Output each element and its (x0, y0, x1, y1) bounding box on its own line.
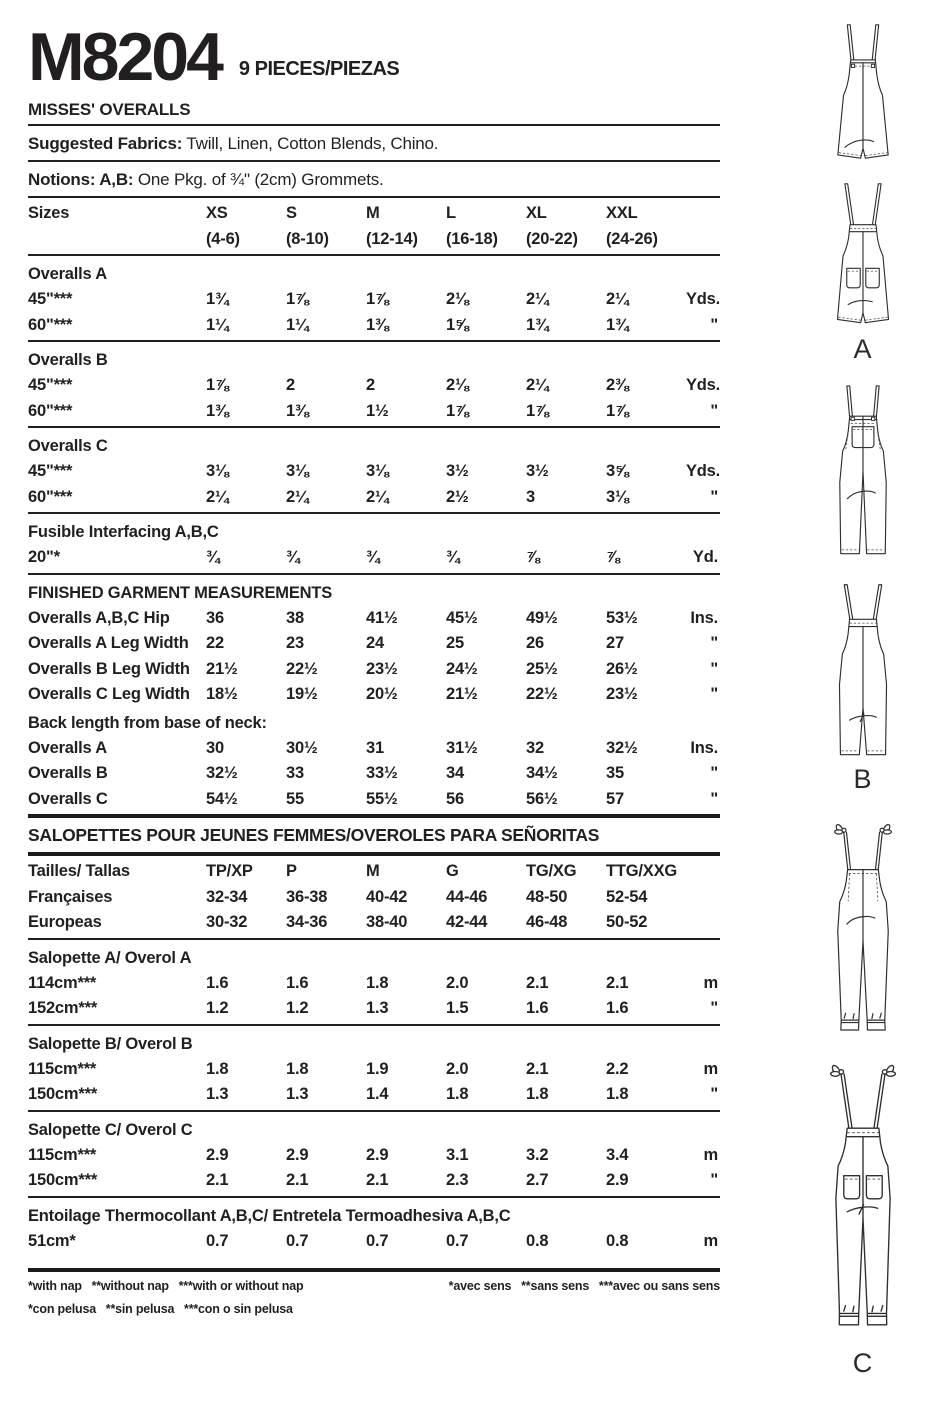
table-cell: 2 (366, 376, 375, 394)
unit-cell: " (710, 634, 718, 652)
unit-cell: m (703, 1145, 718, 1164)
overalls-b-front-drawing (815, 384, 910, 566)
footnote-french: *avec sens **sans sens ***avec ou sans sens (448, 1279, 720, 1293)
table-cell: 2.7 (526, 1171, 549, 1189)
table-cell: 1.6 (606, 999, 629, 1017)
table-cell: 2.9 (286, 1145, 309, 1164)
unit-cell: " (710, 487, 718, 506)
table-cell: 32½ (606, 738, 638, 757)
table-cell: 27 (606, 634, 624, 652)
table-cell: 1.4 (366, 1085, 389, 1103)
section-title: Overalls C (28, 437, 108, 455)
table-row (28, 736, 720, 762)
unit-cell (686, 227, 720, 253)
table-cell: 3⅛ (606, 487, 629, 506)
table-cell: 1.3 (286, 1085, 309, 1103)
section-title: Overalls B (28, 351, 108, 369)
table-cell: XXL (606, 204, 638, 222)
table-cell: 2.3 (446, 1171, 469, 1189)
table-cell: 2.1 (206, 1171, 229, 1189)
table-cell: 57 (606, 789, 624, 808)
table-cell: 1.3 (366, 999, 389, 1017)
unit-cell: Yds. (686, 376, 721, 394)
table-cell: 35 (606, 764, 624, 782)
table-cell: 22½ (286, 659, 318, 678)
unit-cell: " (710, 659, 718, 678)
table-cell: 25 (446, 634, 464, 652)
divider (28, 512, 720, 514)
table-cell: 23½ (366, 659, 398, 678)
table-cell: 22 (206, 634, 224, 652)
overalls-b-back-illustration (815, 582, 911, 768)
table-cell: 23½ (606, 685, 638, 703)
divider (28, 938, 720, 940)
row-label: 150cm*** (28, 1085, 98, 1103)
overalls-c-front-drawing (813, 818, 912, 1044)
table-cell: 31½ (446, 738, 478, 757)
table-cell: ¾ (446, 548, 460, 566)
row-label: Sizes (28, 204, 70, 222)
yardage-table (28, 201, 720, 1272)
unit-cell: Ins. (690, 738, 718, 757)
table-cell: 3.1 (446, 1145, 469, 1164)
table-row (28, 313, 720, 339)
overalls-a-front-drawing (815, 22, 910, 172)
table-cell: 1¼ (206, 315, 229, 334)
pattern-number: M8204 (28, 18, 221, 95)
table-cell: TP/XP (206, 862, 253, 880)
overalls-c-back-drawing (806, 1058, 919, 1343)
table-cell: TTG/XXG (606, 862, 678, 880)
overalls-a-back-illustration (816, 182, 909, 338)
row-label: Overalls C Leg Width (28, 685, 190, 703)
table-cell: 2¼ (286, 487, 309, 506)
row-label: Overalls A Leg Width (28, 634, 189, 652)
table-cell: 1.6 (206, 973, 229, 992)
unit-cell: " (710, 401, 718, 420)
row-label: Overalls B (28, 764, 108, 782)
table-cell: 2½ (446, 487, 469, 506)
table-cell: 33 (286, 764, 304, 782)
table-row (28, 787, 720, 813)
table-cell: 0.7 (286, 1231, 309, 1250)
table-cell: 38 (286, 608, 304, 627)
table-cell: 55½ (366, 789, 398, 808)
section-title: Entoilage Thermocollant A,B,C/ Entretela Termoadhesiva A,B,C (28, 1206, 511, 1225)
table-cell: 2.1 (526, 973, 549, 992)
table-cell: 32½ (206, 764, 238, 782)
unit-cell: Yds. (686, 290, 721, 308)
row-label: 115cm*** (28, 1145, 97, 1164)
table-cell: 1⅞ (446, 401, 469, 420)
table-row (28, 1057, 720, 1083)
table-cell: 24 (366, 634, 384, 652)
table-cell: 33½ (366, 764, 398, 782)
table-cell: 1⅜ (366, 315, 389, 334)
row-label: 45"*** (28, 290, 73, 308)
table-cell: 31 (366, 738, 384, 757)
unit-cell: " (710, 1085, 718, 1103)
table-cell: (16-18) (446, 229, 498, 248)
table-cell: 1.2 (206, 999, 229, 1017)
table-cell: 56½ (526, 789, 558, 808)
table-cell: 21½ (206, 659, 238, 678)
table-cell: 19½ (286, 685, 318, 703)
table-cell: (12-14) (366, 229, 418, 248)
row-label: 60"*** (28, 401, 73, 420)
divider (28, 160, 720, 162)
table-row (28, 485, 720, 511)
table-cell: 1⅞ (606, 401, 629, 420)
table-cell: 2¼ (366, 487, 389, 506)
table-cell: 44-46 (446, 887, 488, 906)
table-cell: L (446, 204, 456, 222)
unit-cell: Yds. (686, 462, 721, 480)
table-cell: 2.0 (446, 973, 469, 992)
overalls-b-front-illustration (815, 384, 910, 566)
unit-cell: Ins. (690, 608, 718, 627)
table-cell: 2¼ (206, 487, 229, 506)
row-label: Overalls B Leg Width (28, 659, 190, 678)
table-cell: 3 (526, 487, 535, 506)
table-cell: 1¾ (526, 315, 549, 334)
unit-cell: " (710, 1171, 718, 1189)
row-label: 45"*** (28, 376, 73, 394)
table-cell: 56 (446, 789, 464, 808)
row-label: Françaises (28, 887, 113, 906)
yardage-chart (28, 0, 720, 1321)
divider (28, 124, 720, 126)
table-cell: (24-26) (606, 229, 658, 248)
garment-illustrations (792, 0, 933, 1404)
brand-row (28, 14, 720, 95)
table-cell: 3½ (526, 462, 549, 480)
table-cell: 30 (206, 738, 224, 757)
notions-text: One Pkg. of ¾" (2cm) Grommets. (133, 170, 384, 189)
suggested-fabrics-label: Suggested Fabrics: (28, 134, 183, 153)
table-row (28, 1082, 720, 1108)
section-title: Salopette B/ Overol B (28, 1034, 193, 1053)
table-cell: 0.8 (526, 1231, 549, 1250)
table-row (28, 631, 720, 657)
table-cell: 1⅜ (206, 401, 229, 420)
table-cell: 42-44 (446, 913, 488, 931)
view-c-label: C (852, 1348, 873, 1378)
table-row (28, 287, 720, 313)
table-row (28, 373, 720, 399)
divider (28, 1268, 720, 1272)
row-label: 152cm*** (28, 999, 98, 1017)
row-label: 115cm*** (28, 1059, 97, 1078)
table-cell: 1⅞ (286, 290, 309, 308)
table-cell: M (366, 862, 380, 880)
unit-cell: m (703, 1231, 718, 1250)
row-label: 20"* (28, 548, 60, 566)
table-cell: TG/XG (526, 862, 577, 880)
unit-cell (686, 859, 720, 885)
row-label: 114cm*** (28, 973, 97, 992)
row-label (28, 227, 206, 253)
overalls-a-back-drawing (816, 182, 909, 338)
table-cell: (20-22) (526, 229, 578, 248)
table-cell: 1.8 (446, 1085, 469, 1103)
table-cell: 2¼ (526, 290, 549, 308)
table-cell: 1.8 (366, 973, 389, 992)
table-cell: 21½ (446, 685, 478, 703)
table-cell: P (286, 862, 297, 880)
table-cell: ⅞ (606, 548, 620, 566)
table-cell: 0.7 (446, 1231, 469, 1250)
divider (28, 340, 720, 342)
divider (28, 573, 720, 575)
table-cell: 25½ (526, 659, 558, 678)
table-cell: 26½ (606, 659, 638, 678)
section-title: Fusible Interfacing A,B,C (28, 523, 219, 541)
table-cell: 1.2 (286, 999, 309, 1017)
table-cell: 1¾ (206, 290, 229, 308)
unit-cell (686, 885, 720, 911)
row-label: 60"*** (28, 315, 73, 334)
overalls-c-back-illustration (806, 1058, 919, 1343)
divider (28, 1196, 720, 1198)
row-label: Overalls C (28, 789, 108, 808)
unit-cell: " (710, 999, 718, 1017)
footnotes (28, 1275, 720, 1321)
table-cell: 1.8 (286, 1059, 309, 1078)
section-title: Salopette A/ Overol A (28, 948, 192, 967)
table-cell: 34½ (526, 764, 558, 782)
table-cell: 1.6 (526, 999, 549, 1017)
table-cell: ⅞ (526, 548, 540, 566)
table-cell: 50-52 (606, 913, 648, 931)
table-cell: 53½ (606, 608, 638, 627)
table-cell: ¾ (286, 548, 300, 566)
table-cell: 1¼ (286, 315, 309, 334)
table-cell: (8-10) (286, 229, 329, 248)
divider (28, 1024, 720, 1026)
table-cell: 1⅞ (526, 401, 549, 420)
table-cell: 30-32 (206, 913, 248, 931)
divider (28, 426, 720, 428)
unit-cell: " (710, 685, 718, 703)
unit-cell: m (703, 1059, 718, 1078)
divider (28, 254, 720, 256)
unit-cell: " (710, 315, 718, 334)
table-cell: 32-34 (206, 887, 248, 906)
table-cell: 34-36 (286, 913, 328, 931)
table-cell: 3½ (446, 462, 469, 480)
notions-line (28, 165, 720, 194)
spacer (28, 1254, 720, 1266)
divider (28, 814, 720, 818)
table-cell: 3⅛ (286, 462, 309, 480)
table-cell: 2 (286, 376, 295, 394)
unit-cell (686, 910, 720, 936)
table-cell: 3.2 (526, 1145, 549, 1164)
table-cell: 1⅞ (206, 376, 229, 394)
row-label: Tailles/ Tallas (28, 862, 130, 880)
table-cell: 2⅜ (606, 376, 629, 394)
table-cell: 54½ (206, 789, 238, 808)
table-cell: 1⅞ (366, 290, 389, 308)
table-row (28, 545, 720, 571)
table-cell: 2.1 (286, 1171, 309, 1189)
table-cell: 46-48 (526, 913, 568, 931)
divider (28, 1110, 720, 1112)
table-cell: 1.8 (206, 1059, 229, 1078)
table-cell: S (286, 204, 297, 222)
table-cell: 32 (526, 738, 544, 757)
row-label: Overalls A,B,C Hip (28, 608, 170, 627)
table-cell: 23 (286, 634, 304, 652)
table-cell: 1½ (366, 401, 389, 420)
table-cell: 2¼ (606, 290, 629, 308)
section-title: Back length from base of neck: (28, 713, 267, 732)
table-cell: 1.5 (446, 999, 469, 1017)
notions-label: Notions: A,B: (28, 170, 134, 189)
table-cell: 1¾ (606, 315, 629, 334)
table-cell: 38-40 (366, 913, 408, 931)
table-cell: 2.1 (526, 1059, 549, 1078)
table-row (28, 227, 720, 253)
table-cell: 2.2 (606, 1059, 629, 1078)
table-cell: 36-38 (286, 887, 328, 906)
table-cell: 20½ (366, 685, 398, 703)
table-cell: 34 (446, 764, 464, 782)
table-cell: 1⅝ (446, 315, 469, 334)
table-row (28, 885, 720, 911)
divider (28, 196, 720, 198)
table-cell: 1⅜ (286, 401, 309, 420)
table-cell: 0.7 (206, 1231, 229, 1250)
table-cell: 3.4 (606, 1145, 629, 1164)
unit-cell: " (710, 764, 718, 782)
table-row (28, 910, 720, 936)
table-cell: XL (526, 204, 547, 222)
table-cell: 22½ (526, 685, 558, 703)
table-cell: 26 (526, 634, 544, 652)
view-b-label: B (853, 764, 872, 794)
table-cell: ¾ (206, 548, 220, 566)
section-banner: SALOPETTES POUR JEUNES FEMMES/OVEROLES PARA SEÑORITAS (28, 825, 600, 845)
pieces-count: 9 PIECES/PIEZAS (238, 58, 400, 80)
table-cell: 41½ (366, 608, 398, 627)
row-label: 60"*** (28, 487, 73, 506)
table-cell: 1.3 (206, 1085, 229, 1103)
table-cell: 18½ (206, 685, 238, 703)
table-cell: 52-54 (606, 887, 648, 906)
unit-cell: Yd. (692, 548, 718, 566)
table-cell: 36 (206, 608, 224, 627)
table-cell: 3⅛ (366, 462, 389, 480)
table-row (28, 399, 720, 425)
table-cell: 1.8 (526, 1085, 549, 1103)
divider (28, 852, 720, 856)
table-cell: 2⅛ (446, 290, 469, 308)
table-row (28, 1143, 720, 1169)
table-cell: ¾ (366, 548, 380, 566)
table-row (28, 859, 720, 885)
table-row (28, 971, 720, 997)
unit-cell: " (710, 789, 718, 808)
table-cell: 49½ (526, 608, 558, 627)
section-title: Salopette C/ Overol C (28, 1120, 193, 1139)
overalls-c-front-illustration (813, 818, 912, 1044)
table-row (28, 1229, 720, 1255)
section-title: Overalls A (28, 265, 108, 283)
overalls-a-front-illustration (815, 22, 910, 172)
page-title: MISSES' OVERALLS (28, 100, 191, 119)
table-cell: 2.1 (366, 1171, 389, 1189)
suggested-fabrics-text: Twill, Linen, Cotton Blends, Chino. (182, 134, 439, 153)
table-row (28, 606, 720, 632)
table-cell: XS (206, 204, 228, 222)
table-cell: M (366, 204, 380, 222)
table-row (28, 996, 720, 1022)
row-label: Europeas (28, 913, 102, 931)
table-cell: 1.6 (286, 973, 309, 992)
table-cell: 2.9 (206, 1145, 229, 1164)
table-cell: 2¼ (526, 376, 549, 394)
table-cell: 40-42 (366, 887, 408, 906)
table-cell: 3⅛ (206, 462, 229, 480)
table-cell: 55 (286, 789, 304, 808)
view-a-label: A (853, 334, 872, 364)
unit-cell: m (703, 973, 718, 992)
table-cell: 1.9 (366, 1059, 389, 1078)
table-row (28, 761, 720, 787)
table-cell: (4-6) (206, 229, 240, 248)
table-cell: 2.1 (606, 973, 629, 992)
suggested-fabrics-line (28, 129, 720, 158)
row-label: 45"*** (28, 462, 73, 480)
table-cell: 1.8 (606, 1085, 629, 1103)
table-cell: 3⅝ (606, 462, 629, 480)
table-cell: 24½ (446, 659, 478, 678)
row-label: 51cm* (28, 1231, 76, 1250)
table-row (28, 201, 720, 227)
table-row (28, 657, 720, 683)
table-cell: 0.7 (366, 1231, 389, 1250)
footnotes-left (28, 1275, 303, 1321)
table-cell: 45½ (446, 608, 478, 627)
table-cell: 30½ (286, 738, 318, 757)
table-cell: 2.0 (446, 1059, 469, 1078)
section-title: FINISHED GARMENT MEASUREMENTS (28, 583, 333, 602)
table-row (28, 682, 720, 708)
row-label: 150cm*** (28, 1171, 98, 1189)
table-row (28, 1168, 720, 1194)
row-label: Overalls A (28, 738, 108, 757)
table-cell: 2.9 (606, 1171, 629, 1189)
table-row (28, 459, 720, 485)
table-cell: 2.9 (366, 1145, 389, 1164)
table-cell: 2⅛ (446, 376, 469, 394)
overalls-b-back-drawing (815, 582, 911, 768)
footnote-spanish: *con pelusa **sin pelusa ***con o sin pelusa (28, 1302, 293, 1316)
table-cell: 0.8 (606, 1231, 629, 1250)
table-cell: G (446, 862, 459, 880)
table-cell: 48-50 (526, 887, 568, 906)
unit-cell (686, 201, 720, 227)
footnote-english: *with nap **without nap ***with or without nap (28, 1279, 304, 1293)
